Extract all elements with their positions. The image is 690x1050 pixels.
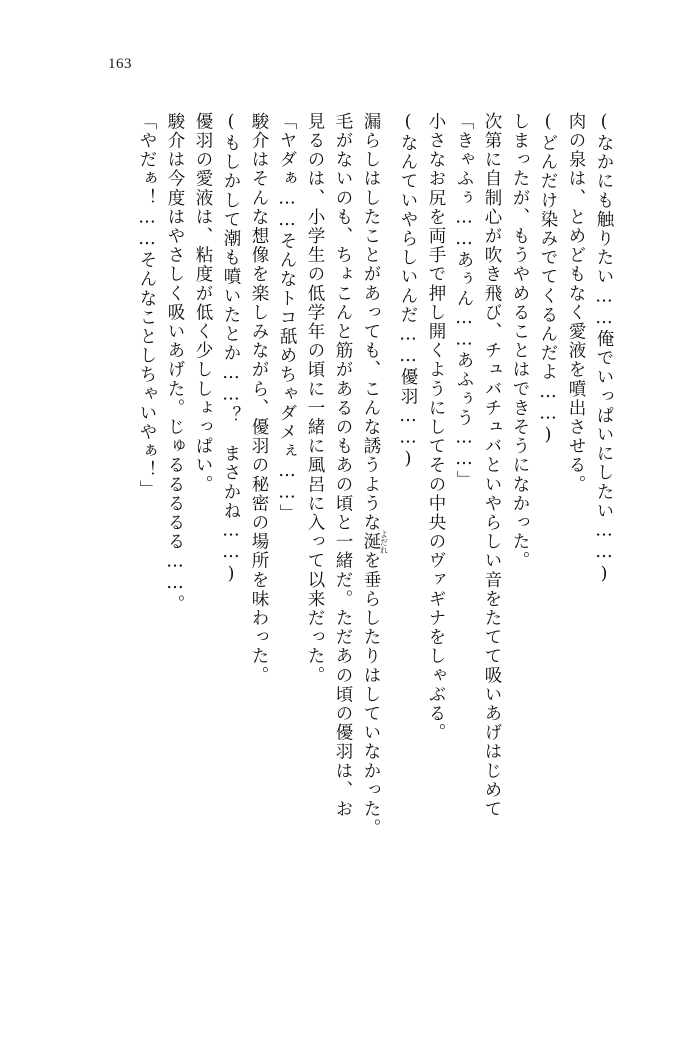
text-line-ruby-suffix: を垂らしたりはしていなかった。	[361, 551, 381, 838]
text-line: 毛がないのも、ちょこんと筋があるのもあの頃と一緒だ。ただあの頃の優羽は、お	[333, 112, 353, 819]
text-line: 次第に自制心が吹き飛び、チュバチュバといやらしい音をたてて吸いあげはじめて	[482, 112, 502, 819]
ruby-reading: よだれ	[379, 529, 389, 554]
text-line: 「ヤダぁ……そんなトコ舐めちゃダメぇ……」	[277, 112, 297, 524]
page-number: 163	[108, 56, 132, 72]
text-line-ruby-prefix: 漏らしはしたことがあっても、こんな誘うような	[361, 112, 381, 533]
text-line: 見るのは、小学生の低学年の頃に一緒に風呂に入って以来だった。	[305, 112, 325, 685]
ruby-annotation	[361, 529, 389, 554]
vertical-text-block	[138, 112, 613, 912]
text-line: (もしかして潮も噴いたとか……？ まさかね……)	[221, 112, 241, 586]
text-line: (なかにも触りたい……俺でいっぱいにしたい……)	[594, 112, 614, 586]
text-line: 駿介はそんな想像を楽しみながら、優羽の秘密の場所を味わった。	[249, 112, 269, 685]
text-line: 肉の泉は、とめどもなく愛液を噴出させる。	[566, 112, 586, 494]
text-line: 「やだぁ！……そんなことしちゃいやぁ！」	[137, 112, 157, 499]
text-line: 「きゃふぅ……あぅん……あふぅう……」	[454, 112, 474, 490]
text-line: 優羽の愛液は、粘度が低く少ししょっぱい。	[193, 112, 213, 494]
text-line: 駿介は今度はやさしく吸いあげた。じゅるるるるる……。	[165, 112, 185, 614]
text-line: 小さなお尻を両手で押し開くようにしてその中央のヴァギナをしゃぶる。	[426, 112, 446, 743]
text-line: (なんていやらしいんだ……優羽……)	[398, 112, 418, 471]
text-line-with-ruby	[362, 112, 389, 912]
text-line: (どんだけ染みでてくるんだよ……)	[538, 112, 558, 447]
ruby-base: 涎	[361, 529, 381, 554]
text-line: しまったが、もうやめることはできそうになかった。	[510, 112, 530, 571]
